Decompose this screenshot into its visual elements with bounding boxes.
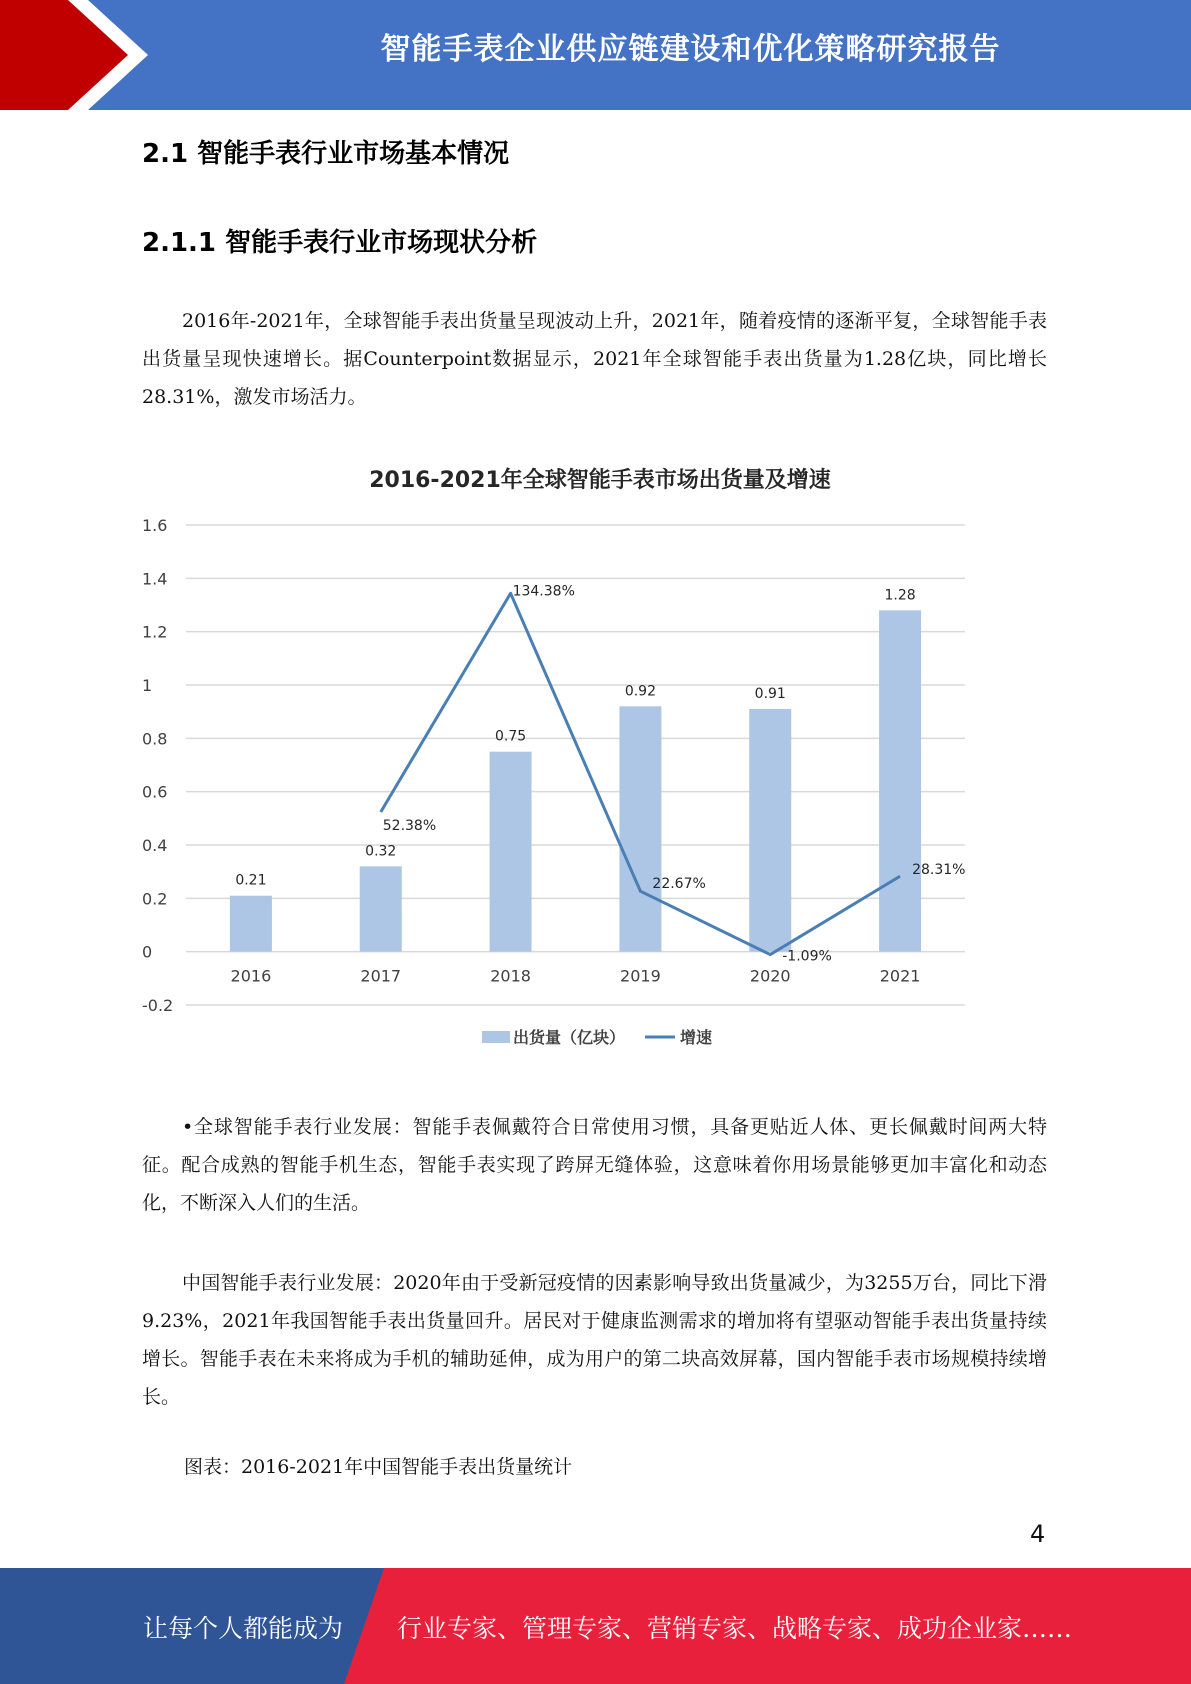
bar-data-label: 1.28 <box>884 587 916 604</box>
bar-data-label: 0.32 <box>365 843 397 860</box>
legend-bar-swatch <box>482 1031 510 1043</box>
bar-2016 <box>230 896 272 952</box>
chart-y-axis <box>142 516 173 1015</box>
chart-bars <box>230 587 921 951</box>
y-tick-label: 0.2 <box>142 889 168 909</box>
x-tick-label: 2021 <box>879 966 921 986</box>
y-tick-label: 1.6 <box>142 516 168 535</box>
header-red-arrow <box>0 0 160 110</box>
shipment-chart <box>130 455 1070 1055</box>
chart-svg <box>130 455 1070 1055</box>
legend-line-label: 增速 <box>680 1028 713 1047</box>
growth-data-label: 52.38% <box>382 817 437 834</box>
x-tick-label: 2018 <box>490 966 531 986</box>
header-title: 智能手表企业供应链建设和优化策略研究报告 <box>380 32 1001 67</box>
china-development-paragraph: 中国智能手表行业发展：2020年由于受新冠疫情的因素影响导致出货量减少，为3255万台，同比下滑9.23%，2021年我国智能手表出货量回升。居民对于健康监测需求的增加将有望驱动智能手表出货量持续增长。智能手表在未来将成为手机的辅助延伸，成为用户的第二块高效屏幕，国内智能手表市场规模持续增长。 <box>142 1272 1047 1408</box>
page-footer <box>0 1568 1191 1684</box>
bar-2017 <box>360 866 402 951</box>
y-tick-label: 0.6 <box>142 782 168 802</box>
chart-legend <box>482 1028 712 1047</box>
bar-2021 <box>879 610 921 951</box>
bar-2019 <box>619 706 661 951</box>
footer-slogan-right: 行业专家、管理专家、营销专家、战略专家、成功企业家…… <box>397 1614 1073 1643</box>
y-tick-label: 1.2 <box>142 622 168 642</box>
chart-title: 2016-2021年全球智能手表市场出货量及增速 <box>369 468 831 493</box>
x-tick-label: 2020 <box>749 966 791 986</box>
bar-data-label: 0.75 <box>494 728 527 745</box>
bar-data-label: 0.92 <box>624 683 657 700</box>
bar-2018 <box>490 752 532 952</box>
chart-growth-line <box>381 583 966 964</box>
growth-data-label: 134.38% <box>512 583 575 600</box>
chart-gridlines <box>186 525 965 1005</box>
y-tick-label: 1.4 <box>142 569 168 589</box>
bar-2020 <box>749 709 791 952</box>
x-tick-label: 2016 <box>230 966 272 986</box>
growth-data-label: 28.31% <box>912 862 966 879</box>
growth-data-label: 22.67% <box>652 876 706 893</box>
bar-data-label: 0.21 <box>235 872 267 889</box>
y-tick-label: 1 <box>142 676 153 695</box>
footer-slogan-left: 让每个人都能成为 <box>143 1614 344 1643</box>
x-tick-label: 2017 <box>360 966 402 986</box>
bar-data-label: 0.91 <box>754 686 786 702</box>
subsection-heading: 2.1.1 智能手表行业市场现状分析 <box>142 228 538 258</box>
growth-data-label: -1.09% <box>782 948 832 965</box>
page-number: 4 <box>1030 1520 1046 1548</box>
y-tick-label: 0 <box>142 942 153 962</box>
y-tick-label: -0.2 <box>142 996 174 1015</box>
section-heading: 2.1 智能手表行业市场基本情况 <box>142 139 510 169</box>
y-tick-label: 0.8 <box>142 729 168 749</box>
intro-paragraph: 2016年-2021年，全球智能手表出货量呈现波动上升，2021年，随着疫情的逐渐平复，全球智能手表出货量呈现快速增长。据Counterpoint数据显示，2021年全球智能手表出货量为1.28亿块，同比增长28.31%，激发市场活力。 <box>142 310 1047 408</box>
page-header <box>0 0 1191 110</box>
global-development-paragraph: •全球智能手表行业发展：智能手表佩戴符合日常使用习惯，具备更贴近人体、更长佩戴时间两大特征。配合成熟的智能手机生态，智能手表实现了跨屏无缝体验，这意味着你用场景能够更加丰富化和动态化，不断深入人们的生活。 <box>142 1116 1047 1214</box>
x-tick-label: 2019 <box>620 966 661 986</box>
y-tick-label: 0.4 <box>142 836 168 855</box>
chart-x-axis <box>231 967 921 986</box>
figure-caption: 图表：2016-2021年中国智能手表出货量统计 <box>184 1456 573 1478</box>
legend-bar-label: 出货量（亿块） <box>513 1028 626 1047</box>
